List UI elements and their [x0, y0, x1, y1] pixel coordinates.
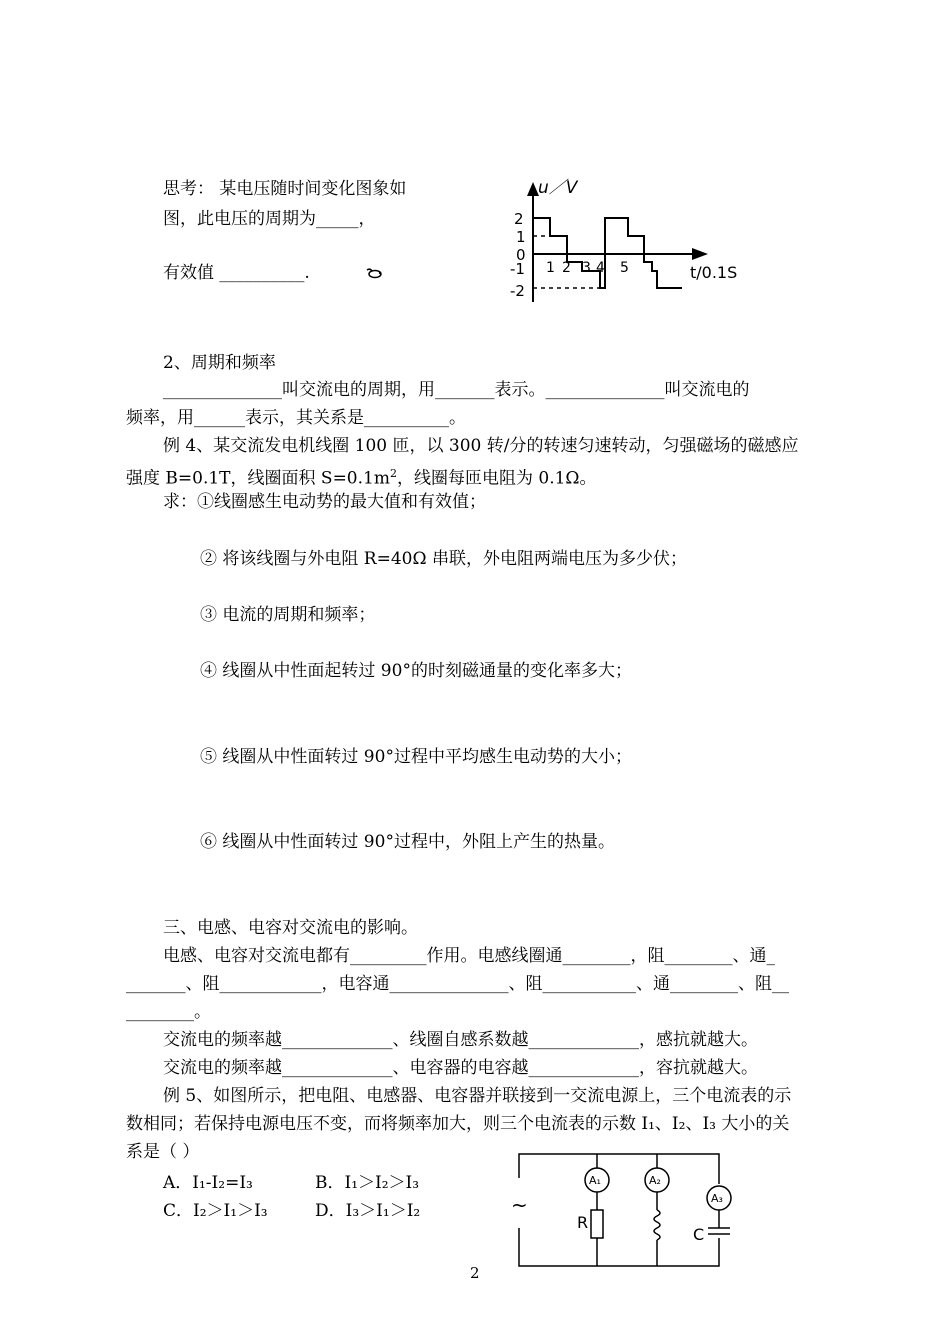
ex4-q5: ⑤ 线圈从中性面转过 90°过程中平均感生电动势的大小；: [200, 747, 632, 767]
resistor-label: R: [577, 1213, 589, 1232]
ytick-0: 0: [516, 246, 526, 264]
ex4-line-2: [126, 463, 597, 490]
parallel-circuit-diagram: [505, 1148, 745, 1272]
sec3-title: 三、电感、电容对交流电的影响。: [163, 918, 418, 938]
sec3-p3: ________。: [126, 1002, 211, 1022]
resistor: [591, 1210, 603, 1238]
ex5-line-2: 数相同；若保持电源电压不变，而将频率加大，则三个电流表的示数 I₁、I₂、I₃ 大小的关: [126, 1114, 790, 1134]
think-line-2: [163, 208, 376, 230]
xtick-3: 3: [582, 260, 591, 276]
xtick-2: 2: [562, 260, 571, 276]
ytick-1: 1: [516, 228, 526, 246]
option-a: A．I₁-I₂=I₃: [163, 1173, 253, 1193]
xtick-4: 4: [596, 260, 605, 276]
ex4-q1: 求：①线圈感生电动势的最大值和有效值；: [163, 492, 486, 512]
top-wire: [519, 1154, 719, 1184]
ammeter-a1-label: A₁: [589, 1174, 601, 1187]
think-period-label: 图，此电压的周期为: [163, 209, 316, 229]
sec2-p1: ______________叫交流电的周期，用_______表示。______________叫交流电的: [163, 380, 750, 400]
think-comma: ，: [358, 209, 376, 229]
ex4-line-2a: 强度 B=0.1T，线圈面积 S=0.1m: [126, 468, 390, 489]
graph-ylabel: u／V: [538, 178, 578, 198]
xtick-5: 5: [620, 260, 629, 276]
ex4-q6: ⑥ 线圈从中性面转过 90°过程中，外阻上产生的热量。: [200, 832, 615, 852]
ex4-q4: ④ 线圈从中性面起转过 90°的时刻磁通量的变化率多大；: [200, 661, 632, 681]
capacitor-label: C: [693, 1225, 705, 1244]
think-line-3: [163, 262, 310, 284]
think-rms-blank: __________.: [219, 263, 310, 283]
ex4-q2: ② 将该线圈与外电阻 R=40Ω 串联，外电阻两端电压为多少伏；: [200, 549, 687, 569]
mouse-icon: [364, 266, 386, 280]
ex4-sup: 2: [389, 467, 397, 480]
ex4-q3: ③ 电流的周期和频率；: [200, 605, 376, 625]
bottom-wire: [519, 1228, 719, 1266]
ammeter-a2-label: A₂: [649, 1174, 661, 1187]
ac-source-symbol: ~: [511, 1193, 528, 1217]
page-number: 2: [470, 1264, 480, 1282]
option-c: C．I₂＞I₁＞I₃: [163, 1201, 268, 1221]
x-axis-arrow: [692, 248, 708, 260]
sec2-title: 2、周期和频率: [163, 353, 276, 373]
ytick-minus2: -2: [510, 282, 525, 300]
graph-xlabel: t/0.1S: [690, 263, 738, 282]
sec3-p1: 电感、电容对交流电都有_________作用。电感线圈通________，阻________、通_: [163, 946, 775, 966]
think-period-blank: _____: [316, 209, 359, 229]
sec3-p2: _______、阻____________，电容通______________、阻___________、通________、阻__: [126, 974, 789, 994]
ex4-line-1: 例 4、某交流发电机线圈 100 匝，以 300 转/分的转速匀速转动，匀强磁场的磁感应: [163, 436, 799, 456]
think-rms-label: 有效值: [163, 263, 220, 283]
sec3-p5: 交流电的频率越_____________、电容器的电容越_____________，容抗就越大。: [163, 1058, 758, 1078]
ytick-minus1: -1: [510, 260, 525, 278]
ex5-line-3: 系是（ ）: [126, 1142, 200, 1162]
ex4-line-2b: ，线圈每匝电阻为 0.1Ω。: [396, 468, 597, 489]
option-d: D．I₃＞I₁＞I₂: [315, 1201, 421, 1221]
option-b: B．I₁＞I₂＞I₃: [315, 1173, 420, 1193]
inductor-coil: [654, 1210, 660, 1240]
sec3-p4: 交流电的频率越_____________、线圈自感系数越_____________，感抗就越大。: [163, 1030, 758, 1050]
voltage-time-graph: [500, 176, 770, 304]
xtick-1: 1: [546, 260, 555, 276]
ex5-line-1: 例 5、如图所示，把电阻、电感器、电容器并联接到一交流电源上，三个电流表的示: [163, 1086, 792, 1106]
sec2-p2: 频率，用______表示，其关系是__________。: [126, 408, 466, 428]
think-line-1: 思考： 某电压随时间变化图象如: [163, 179, 407, 199]
ytick-2: 2: [514, 210, 524, 228]
ammeter-a3-label: A₃: [711, 1192, 723, 1205]
